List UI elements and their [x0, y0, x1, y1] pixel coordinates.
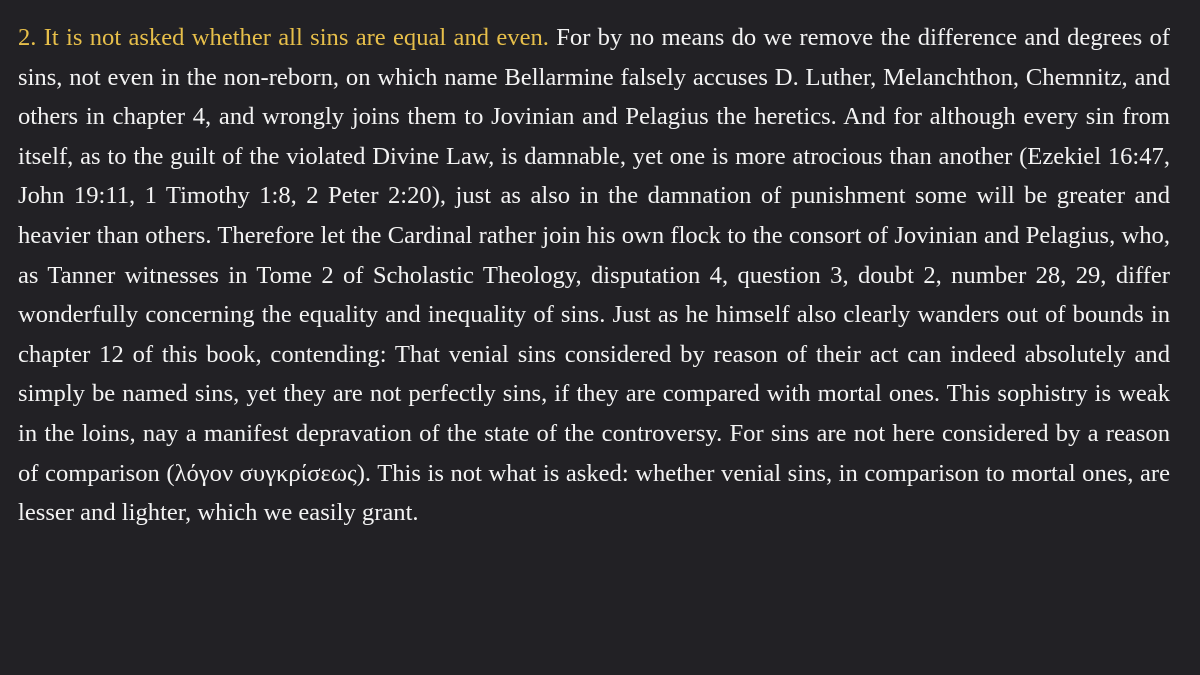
- section-heading: 2. It is not asked whether all sins are equal and even.: [18, 24, 549, 51]
- body-text: For by no means do we remove the difference and degrees of sins, not even in the non-reborn, on which name Bellarmine falsely accuses D. Luther, Melanchthon, Chemnitz, and others in chapter 4, and wrongly joins them to Jovinian and Pelagius the heretics. And for although every sin from itself, as to the guilt of the violated Divine Law, is damnable, yet one is more atrocious than another (Ezekiel 16:47, John 19:11, 1 Timothy 1:8, 2 Peter 2:20), just as also in the damnation of punishment some will be greater and heavier than others. Therefore let the Cardinal rather join his own flock to the consort of Jovinian and Pelagius, who, as Tanner witnesses in Tome 2 of Scholastic Theology, disputation 4, question 3, doubt 2, number 28, 29, differ wonderfully concerning the equality and inequality of sins. Just as he himself also clearly wanders out of bounds in chapter 12 of this book, contending: That venial sins considered by reason of their act can indeed absolutely and simply be named sins, yet they are not perfectly sins, if they are compared with mortal ones. This sophistry is weak in the loins, nay a manifest depravation of the state of the controversy. For sins are not here considered by a reason of comparison (λόγον συγκρίσεως). This is not what is asked: whether venial sins, in comparison to mortal ones, are lesser and lighter, which we easily grant.: [18, 24, 1170, 527]
- paragraph: [18, 18, 1170, 533]
